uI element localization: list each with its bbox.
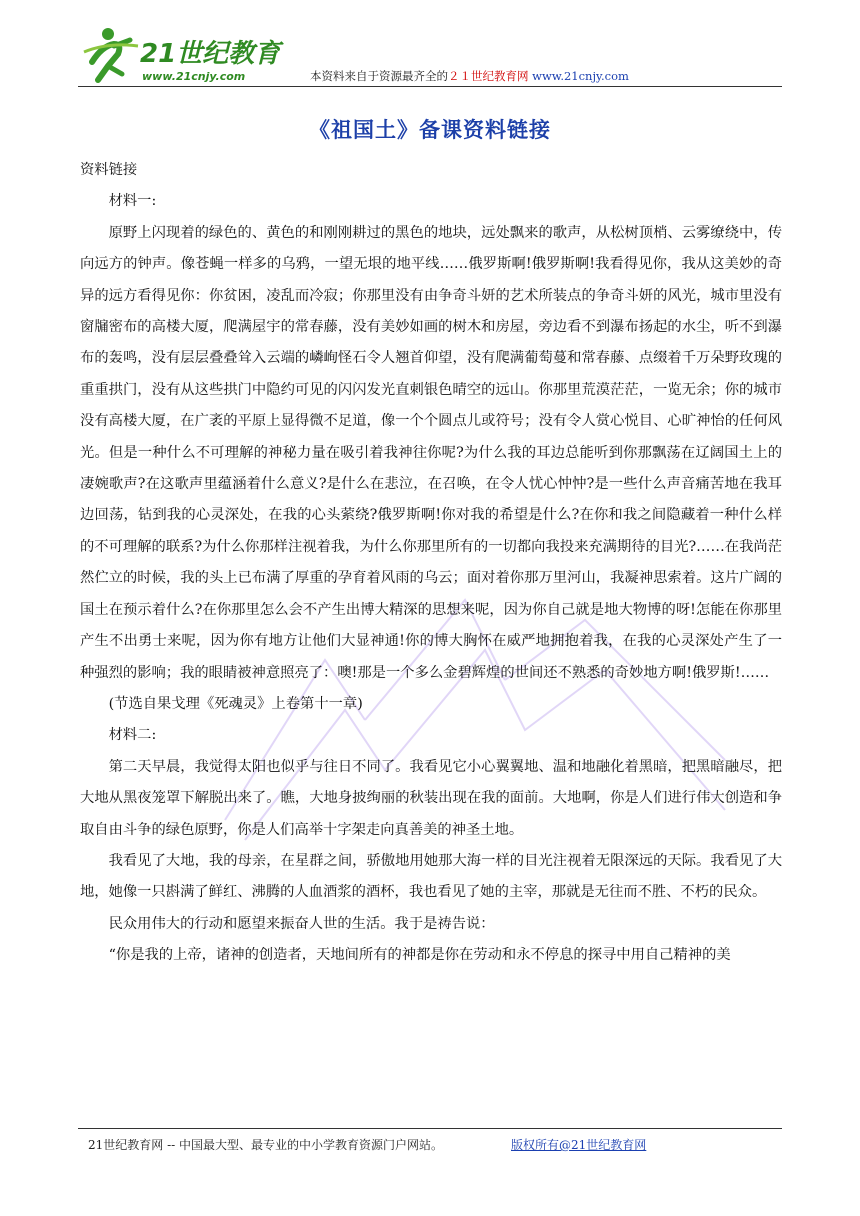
header-site-url[interactable]: www.21cnjy.com [532, 69, 629, 83]
material1-label: 材料一: [108, 193, 157, 210]
material2-paragraph: 民众用伟大的行动和愿望来振奋人世的生活。我于是祷告说： [108, 915, 495, 932]
material2-label: 材料二: [108, 727, 157, 744]
page-title: 《祖国土》备课资料链接 [309, 118, 551, 142]
header-note-prefix: 本资料来自于资源最齐全的 [310, 69, 448, 83]
material2-paragraph: “你是我的上帝，诸神的创造者，天地间所有的神都是你在劳动和永不停息的探寻中用自己精神的美 [108, 947, 731, 964]
header-site-name[interactable]: ２１世纪教育网 [448, 69, 529, 83]
material2-paragraph: 我看见了大地，我的母亲，在星群之间，骄傲地用她那大海一样的目光注视着无限深远的天际。我看见了大地，她像一只斟满了鲜红、沸腾的人血酒浆的酒杯，我也看见了她的主宰，那就是无往而不胜、不朽的民众。 [80, 852, 782, 901]
section-label: 资料链接 [80, 162, 138, 178]
logo-url: www.21cnjy.com [142, 70, 246, 83]
header-divider [78, 86, 782, 87]
logo-text: 21世纪教育 [140, 39, 281, 69]
material2-paragraph: 第二天早晨，我觉得太阳也似乎与往日不同了。我看见它小心翼翼地、温和地融化着黑暗，把黑暗融尽，把大地从黑夜笼罩下解脱出来了。瞧，大地身披绚丽的秋装出现在我的面前。大地啊，你是人们进行伟大创造和争取自由斗争的绿色原野，你是人们高举十字架走向真善美的神圣土地。 [80, 758, 782, 838]
running-figure-icon [84, 28, 138, 80]
footer [88, 1136, 646, 1153]
material1-paragraph: 原野上闪现着的绿色的、黄色的和刚刚耕过的黑色的地块，远处飘来的歌声，从松树顶梢、云雾缭绕中，传向远方的钟声。像苍蝇一样多的乌鸦，一望无垠的地平线……俄罗斯啊!俄罗斯啊!我看得见你，我从这美妙的奇异的远方看得见你：你贫困，凌乱而冷寂；你那里没有由争奇斗妍的艺术所装点的争奇斗妍的风光，城市里没有窗牖密布的高楼大厦，爬满屋宇的常春藤，没有美妙如画的树木和房屋，旁边看不到瀑布扬起的水尘，听不到瀑布的轰鸣，没有层层叠叠耸入云端的嶙峋怪石令人翘首仰望，没有爬满葡萄蔓和常春藤、点缀着千万朵野玫瑰的重重拱门，没有从这些拱门中隐约可见的闪闪发光直刺银色晴空的远山。你那里荒漠茫茫，一览无余；你的城市没有高楼大厦，在广袤的平原上显得微不足道，像一个个圆点儿或符号；没有令人赏心悦目、心旷神怡的任何风光。但是一种什么不可理解的神秘力量在吸引着我神往你呢?为什么我的耳边总能听到你那飘荡在辽阔国土上的凄婉歌声?在这歌声里蕴涵着什么意义?是什么在悲泣，在召唤，在令人忧心忡忡?是一些什么声音痛苦地在我耳边回荡，钻到我的心灵深处，在我的心头萦绕?俄罗斯啊!你对我的希望是什么?在你和我之间隐藏着一种什么样的不可理解的联系?为什么你那样注视着我，为什么你那里所有的一切都向我投来充满期待的目光?……在我尚茫然伫立的时候，我的头上已布满了厚重的孕育着风雨的乌云；面对着你那万里河山，我凝神思索着。这片广阔的国土在预示着什么?在你那里怎么会不产生出博大精深的思想来呢，因为你自己就是地大物博的呀!怎能在你那里产生不出勇士来呢，因为你有地方让他们大显神通!你的博大胸怀在威严地拥抱着我，在我的心灵深处产生了一种强烈的影响；我的眼睛被神意照亮了：噢!那是一个多么金碧辉煌的世间还不熟悉的奇妙地方啊!俄罗斯!…… [80, 224, 782, 681]
footer-text: 21世纪教育网 -- 中国最大型、最专业的中小学教育资源门户网站。 [88, 1138, 444, 1152]
footer-copyright-link[interactable]: 版权所有@21世纪教育网 [511, 1138, 647, 1152]
footer-divider [78, 1128, 782, 1129]
header-note [310, 68, 629, 84]
site-logo [78, 22, 288, 92]
document-body [80, 155, 782, 972]
material1-source: (节选自果戈理《死魂灵》上卷第十一章) [108, 695, 363, 712]
